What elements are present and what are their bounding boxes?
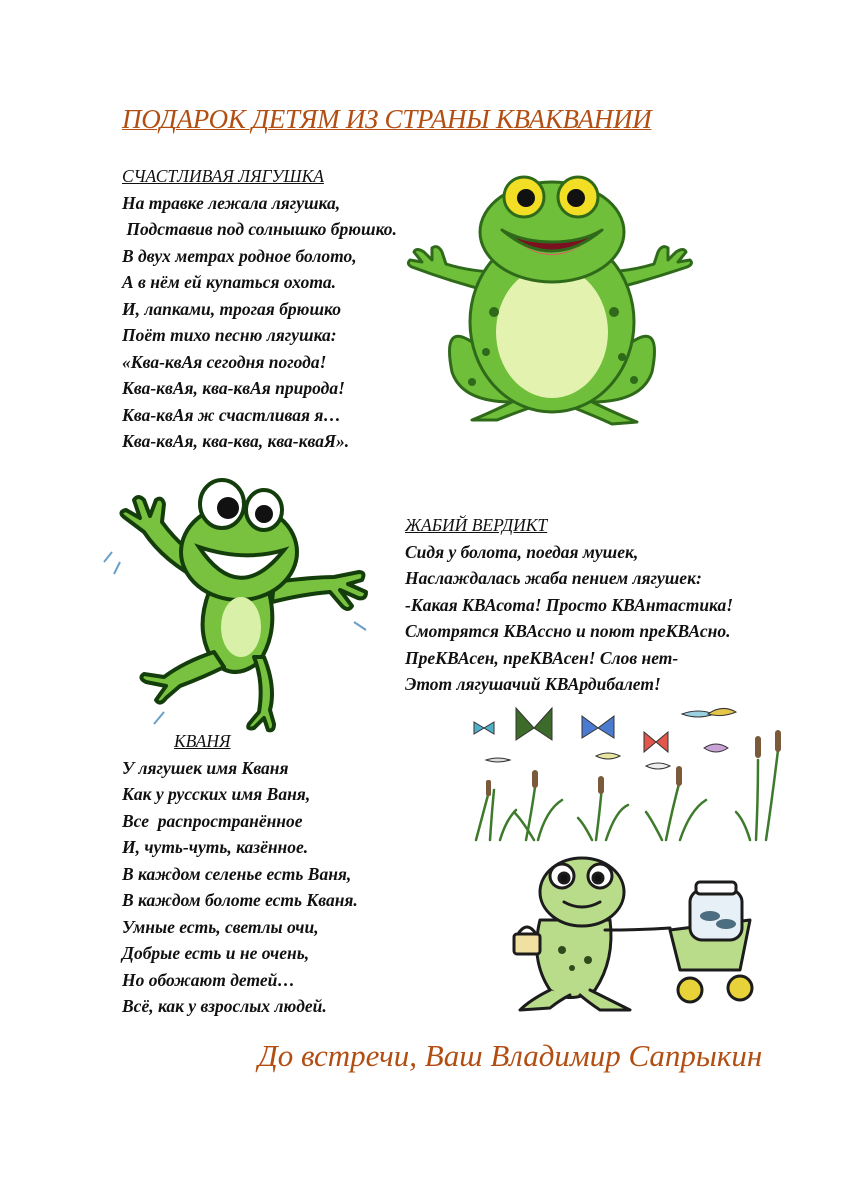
poem-line: «Ква-квАя сегодня погода! [122,351,327,372]
poem-kvanya [122,728,358,1020]
poem-line: В двух метрах родное болото, [122,245,357,266]
poem-line: Как у русских имя Ваня, [122,784,311,804]
poem-line: Ква-квАя, ква-ква, ква-кваЯ». [122,431,350,451]
frog-with-cart-icon [500,850,770,1015]
poem-line: В каждом селенье есть Ваня, [122,863,352,884]
poem-line: И, чуть-чуть, казённое. [122,837,309,857]
page-title: ПОДАРОК ДЕТЯМ ИЗ СТРАНЫ КВАКВАНИИ [122,104,652,134]
poem-line: Добрые есть и не очень, [122,943,310,963]
poem-title: КВАНЯ [174,731,231,751]
poem-line: И, лапками, трогая брюшко [122,298,341,319]
poem-line: У лягушек имя Кваня [122,757,289,778]
sitting-frog-icon [402,172,702,432]
poem-line: Этот лягушачий КВАрдибалет! [405,674,661,694]
signoff: До встречи, Ваш Владимир Сапрыкин [258,1038,763,1073]
poem-line: Поёт тихо песню лягушка: [122,325,337,345]
poem-line: Но обожают детей… [122,969,295,990]
butterflies-and-reeds-icon [466,700,796,850]
poem-line: Подставив под солнышко брюшко. [122,219,397,239]
poem-line: Все распространённое [122,810,303,831]
poem-line: Наслаждалась жаба пением лягушек: [405,568,702,588]
dancing-frog-icon [104,462,384,732]
poem-line: В каждом болоте есть Кваня. [122,890,358,910]
poem-title: ЖАБИЙ ВЕРДИКТ [405,515,548,535]
poem-line: На травке лежала лягушка, [122,192,341,213]
poem-line: Смотрятся КВАссно и поют преКВАсно. [405,621,731,641]
poem-happy-frog [122,163,397,455]
poem-line: Умные есть, светлы очи, [122,916,319,937]
poem-line: -Какая КВАсота! Просто КВАнтастика! [405,594,734,615]
poem-toad-verdict [405,512,733,698]
poem-line: А в нём ей купаться охота. [122,272,337,292]
poem-line: Ква-квАя, ква-квАя природа! [122,378,345,398]
poem-line: Ква-квАя ж счастливая я… [122,404,341,425]
poem-line: Всё, как у взрослых людей. [122,996,327,1016]
poem-title: СЧАСТЛИВАЯ ЛЯГУШКА [122,166,324,186]
poem-line: ПреКВАсен, преКВАсен! Слов нет- [405,647,679,668]
poem-line: Сидя у болота, поедая мушек, [405,541,639,562]
